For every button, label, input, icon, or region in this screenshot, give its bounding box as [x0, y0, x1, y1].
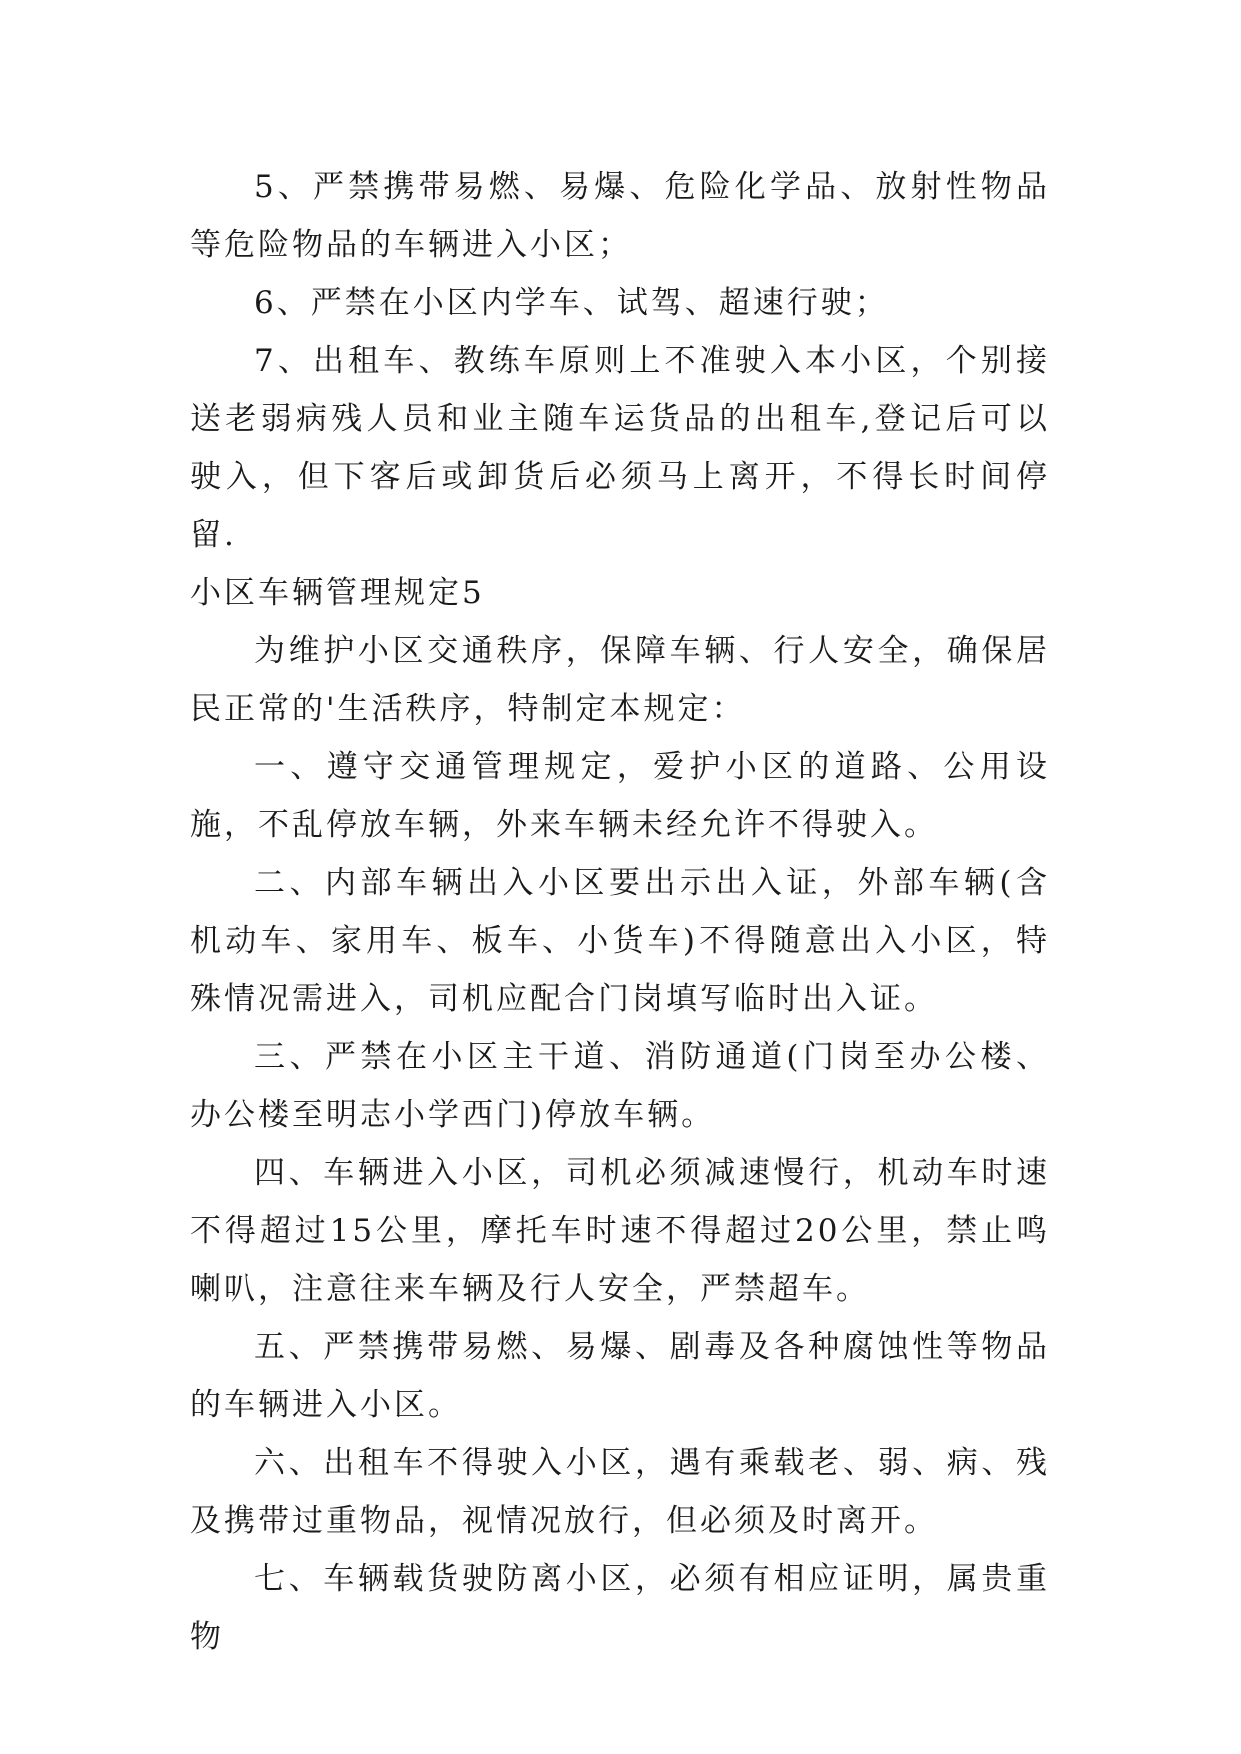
rule-paragraph-6: 6、严禁在小区内学车、试驾、超速行驶；	[254, 285, 889, 321]
rule-paragraph-two: 二、内部车辆出入小区要出示出入证，外部车辆(含机动车、家用车、板车、小货车)不得随意出入小区，特殊情况需进入，司机应配合门岗填写临时出入证。	[190, 865, 1050, 1017]
rule-paragraph-7: 7、出租车、教练车原则上不准驶入本小区，个别接送老弱病残人员和业主随车运货品的出租车,登记后可以驶入，但下客后或卸货后必须马上离开，不得长时间停留.	[190, 343, 1050, 553]
rule-paragraph-three: 三、严禁在小区主干道、消防通道(门岗至办公楼、办公楼至明志小学西门)停放车辆。	[190, 1039, 1050, 1133]
rule-paragraph-six: 六、出租车不得驶入小区，遇有乘载老、弱、病、残及携带过重物品，视情况放行，但必须及时离开。	[190, 1445, 1050, 1539]
section-heading: 小区车辆管理规定5	[190, 575, 485, 611]
document-body	[190, 158, 1050, 1666]
rule-paragraph-four: 四、车辆进入小区，司机必须减速慢行，机动车时速不得超过15公里，摩托车时速不得超过20公里，禁止鸣喇叭，注意往来车辆及行人安全，严禁超车。	[190, 1155, 1050, 1307]
rule-paragraph-5: 5、严禁携带易燃、易爆、危险化学品、放射性物品等危险物品的车辆进入小区；	[190, 169, 1050, 263]
rule-paragraph-five: 五、严禁携带易燃、易爆、剧毒及各种腐蚀性等物品的车辆进入小区。	[190, 1329, 1050, 1423]
intro-paragraph: 为维护小区交通秩序，保障车辆、行人安全，确保居民正常的'生活秩序，特制定本规定：	[190, 633, 1050, 727]
rule-paragraph-seven: 七、车辆载货驶防离小区，必须有相应证明，属贵重物	[190, 1561, 1050, 1655]
rule-paragraph-one: 一、遵守交通管理规定，爱护小区的道路、公用设施，不乱停放车辆，外来车辆未经允许不得驶入。	[190, 749, 1050, 843]
